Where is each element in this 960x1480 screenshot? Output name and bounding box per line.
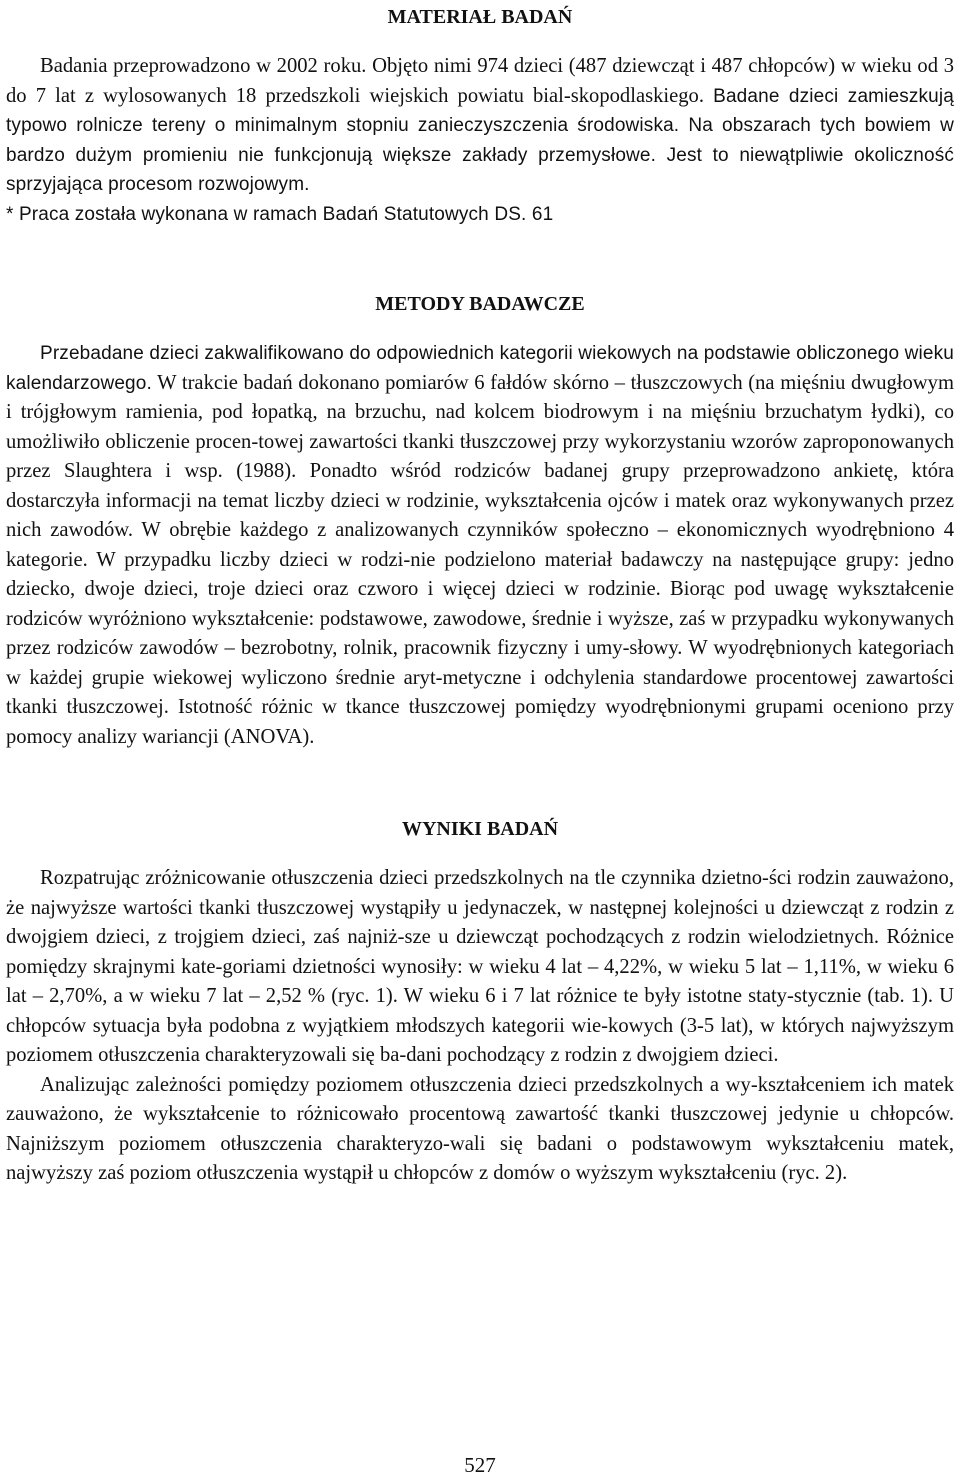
results-paragraph-1: Rozpatrując zróżnicowanie otłuszczenia dzieci przedszkolnych na tle czynnika dzietno-ści rodzin zauważono, że najwyższe wartości tkanki tłuszczowej wystąpiły u jedynaczek, w następnej kolejności u dziewcząt z rodzin z dwojgiem dzieci, z trojgiem dzieci, zaś najniż-sze u dziewcząt pochodzących z rodzin wielodzietnych. Różnice pomiędzy skrajnymi kate-goriami dzietności wynosiły: w wieku 4 lat – 4,22%, w wieku 5 lat – 1,11%, w wieku 6 lat – 2,70%, a w wieku 7 lat – 2,52 % (ryc. 1). W wieku 6 i 7 lat różnice te były istotne staty-stycznie (tab. 1). U chłopców sytuacja była podobna z wyjątkiem młodszych kategorii wie-kowych (3-5 lat), w których najwyższym poziomem otłuszczenia charakteryzowali się ba-dani pochodzący z rodzin z dwojgiem dzieci.	[6, 867, 954, 1066]
methods-paragraph	[6, 339, 954, 752]
methods-text-serif: W trakcie badań dokonano pomiarów 6 fałdów skórno – tłuszczowych (na mięśniu dwugłowym i trójgłowym ramienia, pod łopatką, na brzuchu, nad kolcem biodrowym i na mięśniu brzuchatym łydki), co umożliwiło obliczenie procen-towej zawartości tkanki tłuszczowej przy wykorzystaniu wzorów zaproponowanych przez Slaughtera i wsp. (1988). Ponadto wśród rodziców badanej grupy przeprowadzono ankietę, która dostarczyła informacji na temat liczby dzieci w rodzinie, wykształcenia ojców i matek oraz wykonywanych przez nich zawodów. W obrębie każdego z analizowanych czynników społeczno – ekonomicznych wyodrębniono 4 kategorie. W przypadku liczby dzieci w rodzi-nie podzielono materiał badawczy na następujące grupy: jedno dziecko, dwoje dzieci, troje dzieci oraz czworo i więcej dzieci w rodzinie. Biorąc pod uwagę wykształcenie rodziców wyróżniono wykształcenie: podstawowe, zawodowe, średnie i wyższe, zaś w przypadku wykonywanych przez rodziców zawodów – bezrobotny, rolnik, pracownik fizyczny i umy-słowy. W wyodrębnionych kategoriach w każdej grupie wiekowej wyliczono średnie aryt-metyczne i odchylenia standardowe procentowej zawartości tkanki tłuszczowej. Istotność różnic w tkance tłuszczowej pomiędzy wyodrębnionymi grupami oceniono przy pomocy analizy wariancji (ANOVA).	[6, 371, 954, 748]
methods-body	[6, 339, 954, 752]
section-heading-methods: METODY BADAWCZE	[375, 293, 585, 315]
page-number: 527	[464, 1453, 496, 1477]
material-body	[6, 52, 954, 200]
section-heading-results: WYNIKI BADAŃ	[401, 818, 559, 840]
material-text-sans: Badane dzieci zamieszkują typowo rolnicze tereny o minimalnym stopniu zanieczyszczenia środowiska. Na obszarach tych bowiem w bardzo dużym promieniu nie funkcjonują większe zakłady przemysłowe. Jest to niewątpliwie okoliczność sprzyjająca procesom rozwojowym.	[6, 85, 954, 195]
material-text-serif: Badania przeprowadzono w 2002 roku. Objęto nimi 974 dzieci (487 dziewcząt i 487 chłopców) w wieku od 3 do 7 lat z wylosowanych 18 przedszkoli wiejskich powiatu bial-skopodlaskiego.	[6, 55, 954, 107]
footnote: * Praca została wykonana w ramach Badań Statutowych DS. 61	[6, 203, 554, 225]
results-paragraph-2: Analizując zależności pomiędzy poziomem otłuszczenia dzieci przedszkolnych a wy-kształceniem ich matek zauważono, że wykształcenie to różnicowało procentową zawartość tkanki tłuszczowej jedynie u chłopców. Najniższym poziomem otłuszczenia charakteryzo-wali się badani o podstawowym wykształceniu matek, najwyższy zaś poziom otłuszczenia wystąpił u chłopców z domów o wyższym wykształceniu (ryc. 2).	[6, 1073, 954, 1184]
material-paragraph	[6, 52, 954, 229]
methods-text-sans: Przebadane dzieci zakwalifikowano do odpowiednich kategorii wiekowych na podstawie obliczonego wieku kalendarzowego.	[6, 343, 954, 394]
results-paragraphs	[6, 864, 954, 1189]
document-page	[6, 0, 954, 1189]
section-heading-material: MATERIAŁ BADAŃ	[387, 6, 573, 28]
